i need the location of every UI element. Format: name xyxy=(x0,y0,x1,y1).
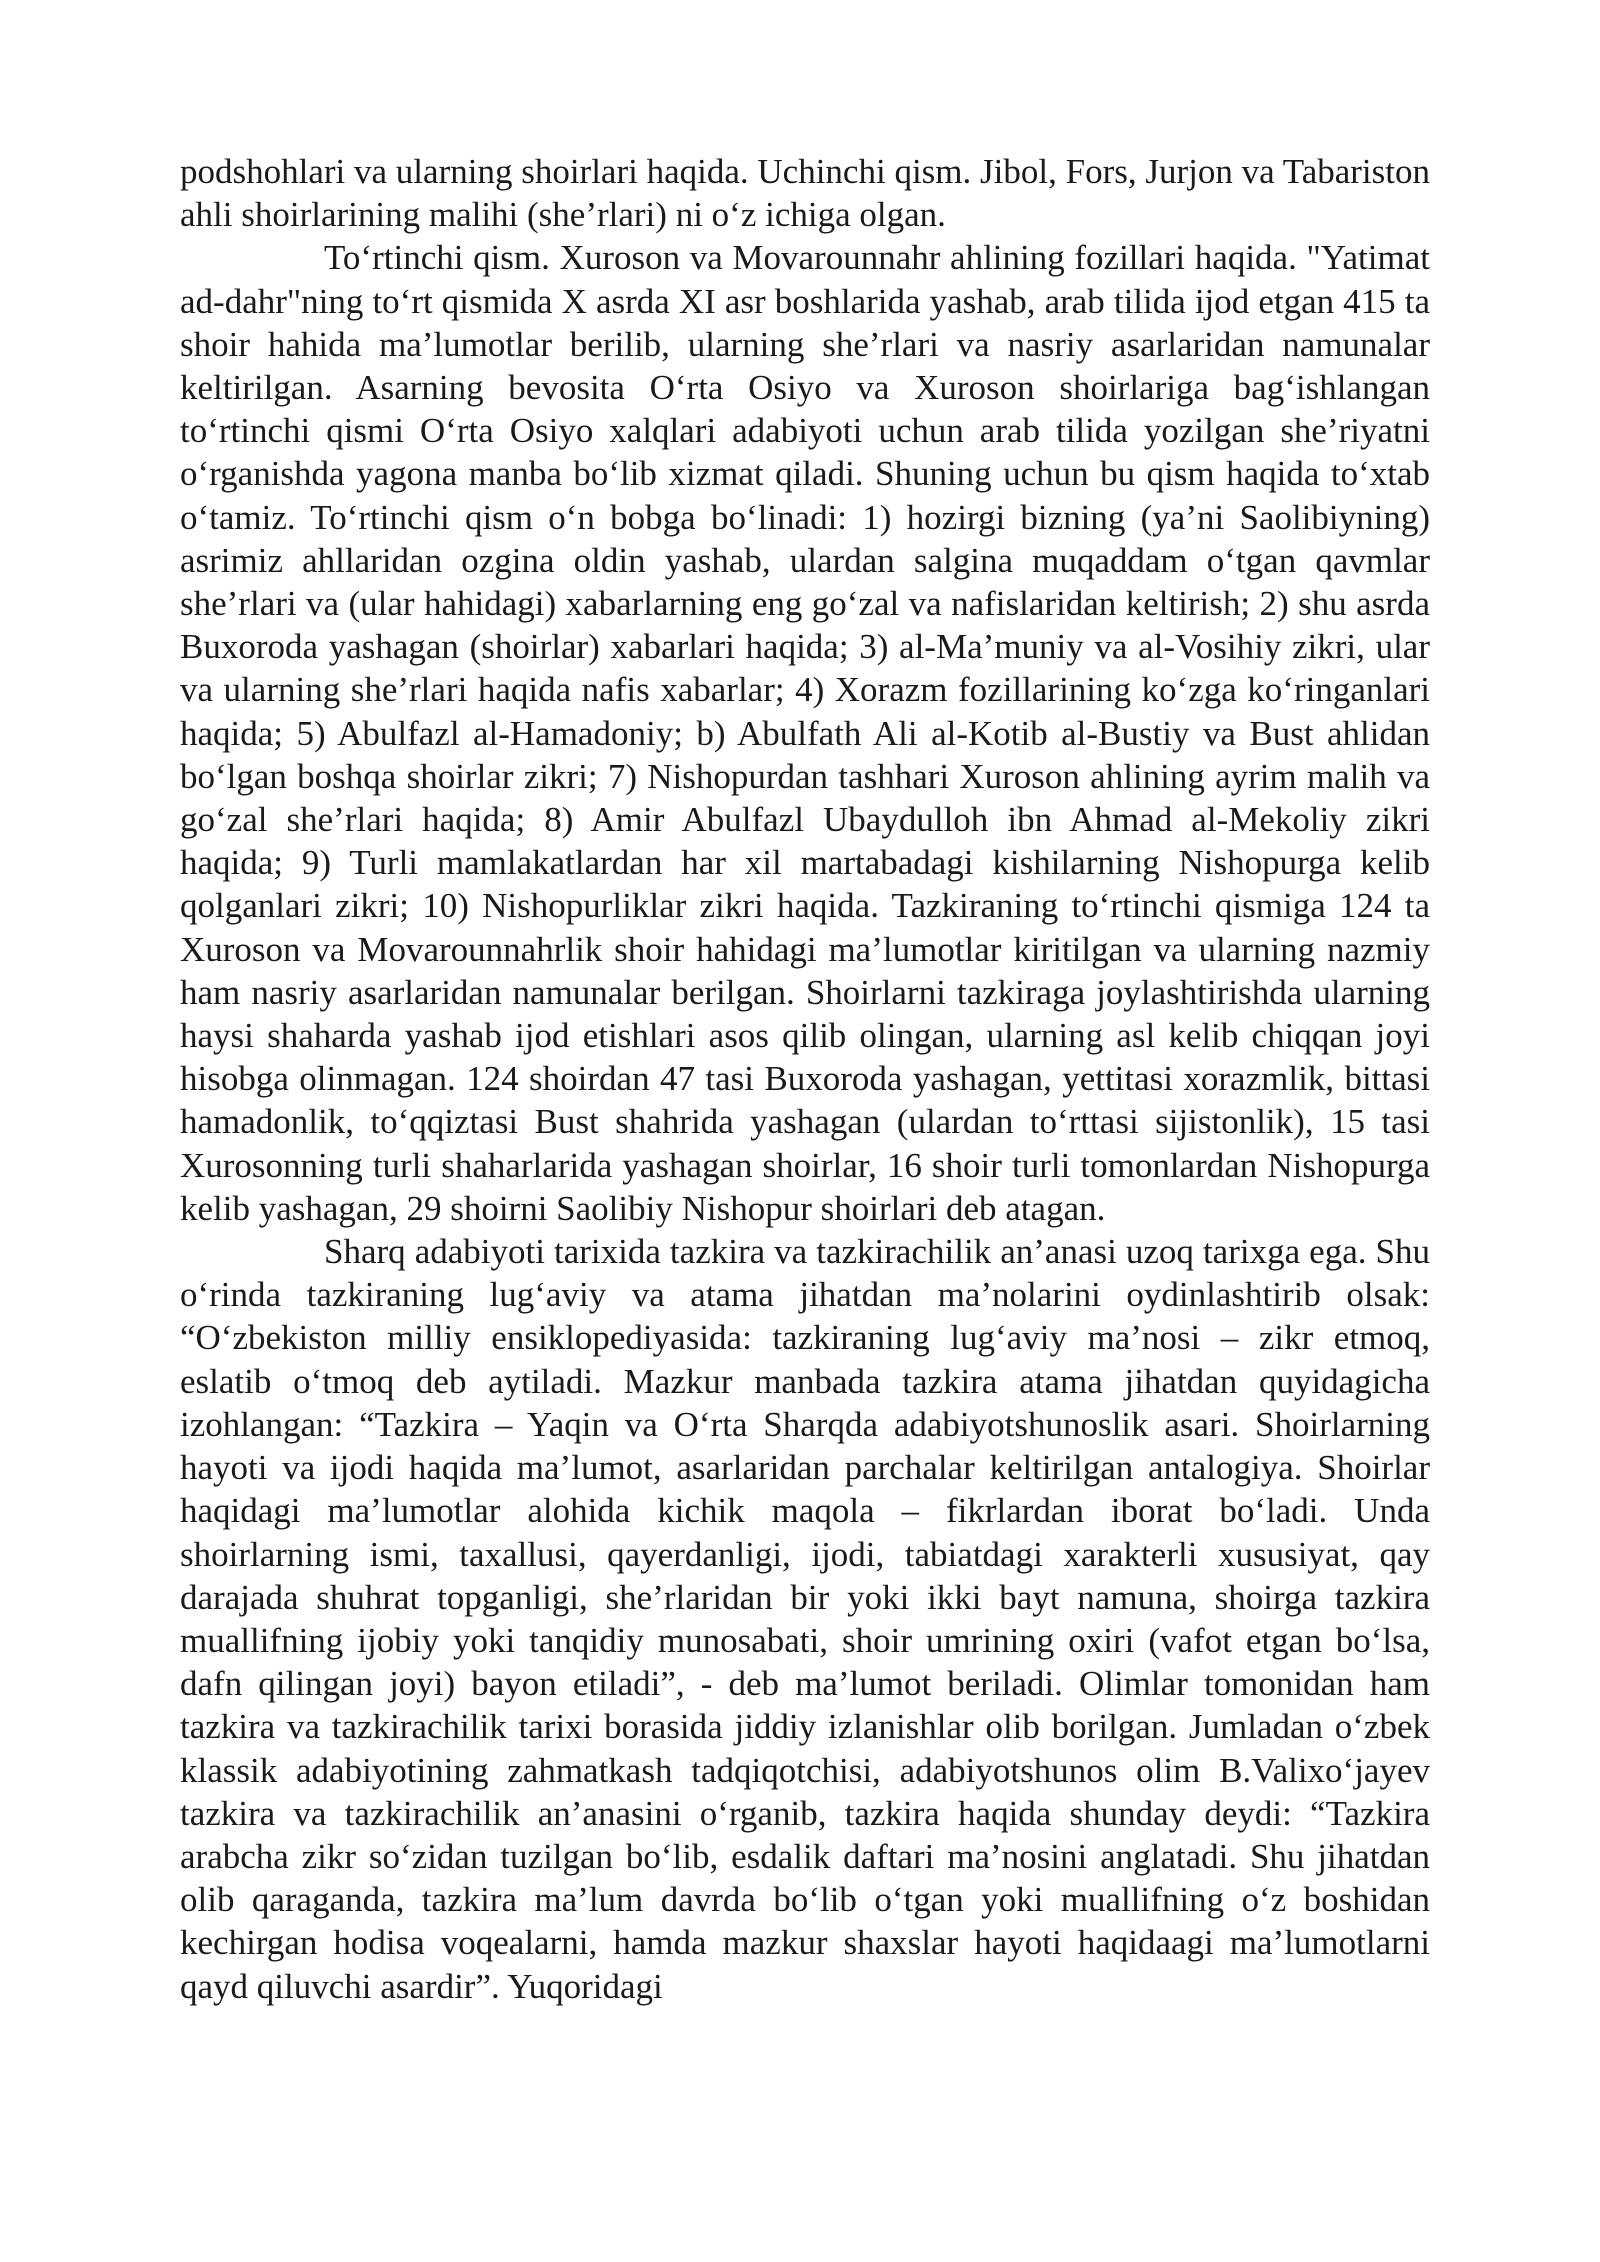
paragraph-tazkira-tradition: Sharq adabiyoti tarixida tazkira va tazkirachilik an’anasi uzoq tarixga ega. Shu o‘rinda tazkiraning lug‘aviy va atama jihatdan ma’nolarini oydinlashtirib olsak: “O‘zbekiston milliy ensiklopediyasida: tazkiraning lug‘aviy ma’nosi – zikr etmoq, eslatib o‘tmoq deb aytiladi. Mazkur manbada tazkira atama jihatdan quyidagicha izohlangan: “Tazkira – Yaqin va O‘rta Sharqda adabiyotshunoslik asari. Shoirlarning hayoti va ijodi haqida ma’lumot, asarlaridan parchalar keltirilgan antalogiya. Shoirlar haqidagi ma’lumotlar alohida kichik maqola – fikrlardan iborat bo‘ladi. Unda shoirlarning ismi, taxallusi, qayerdanligi, ijodi, tabiatdagi xarakterli xususiyat, qay darajada shuhrat topganligi, she’rlaridan bir yoki ikki bayt namuna, shoirga tazkira muallifning ijobiy yoki tanqidiy munosabati, shoir umrining oxiri (vafot etgan bo‘lsa, dafn qilingan joyi) bayon etiladi”, - deb ma’lumot beriladi. Olimlar tomonidan ham tazkira va tazkirachilik tarixi borasida jiddiy izlanishlar olib borilgan. Jumladan o‘zbek klassik adabiyotining zahmatkash tadqiqotchisi, adabiyotshunos olim B.Valixo‘jayev tazkira va tazkirachilik an’anasini o‘rganib, tazkira haqida shunday deydi: “Tazkira arabcha zikr so‘zidan tuzilgan bo‘lib, esdalik daftari ma’nosini anglatadi. Shu jihatdan olib qaraganda, tazkira ma’lum davrda bo‘lib o‘tgan yoki muallifning o‘z boshidan kechirgan hodisa voqealarni, hamda mazkur shaxslar hayoti haqidaagi ma’lumotlarni qayd qiluvchi asardir”. Yuqoridagi xyxy=(180,1232,1430,2006)
paragraph-continuation: podshohlari va ularning shoirlari haqida. Uchinchi qism. Jibol, Fors, Jurjon va Tabariston ahli shoirlarining malihi (she’rlari) ni o‘z ichiga olgan. xyxy=(180,152,1430,235)
document-page xyxy=(180,150,1430,2008)
paragraph-yatimat-ad-dahr: To‘rtinchi qism. Xuroson va Movarounnahr ahlining fozillari haqida. "Yatimat ad-dahr"ning to‘rt qismida X asrda XI asr boshlarida yashab, arab tilida ijod etgan 415 ta shoir hahida ma’lumotlar berilib, ularning she’rlari va nasriy asarlaridan namunalar keltirilgan. Asarning bevosita O‘rta Osiyo va Xuroson shoirlariga bag‘ishlangan to‘rtinchi qismi O‘rta Osiyo xalqlari adabiyoti uchun arab tilida yozilgan she’riyatni o‘rganishda yagona manba bo‘lib xizmat qiladi. Shuning uchun bu qism haqida to‘xtab o‘tamiz. To‘rtinchi qism o‘n bobga bo‘linadi: 1) hozirgi bizning (ya’ni Saolibiyning) asrimiz ahllaridan ozgina oldin yashab, ulardan salgina muqaddam o‘tgan qavmlar she’rlari va (ular hahidagi) xabarlarning eng go‘zal va nafislaridan keltirish; 2) shu asrda Buxoroda yashagan (shoirlar) xabarlari haqida; 3) al-Ma’muniy va al-Vosihiy zikri, ular va ularning she’rlari haqida nafis xabarlar; 4) Xorazm fozillarining ko‘zga ko‘ringanlari haqida; 5) Abulfazl al-Hamadoniy; b) Abulfath Ali al-Kotib al-Bustiy va Bust ahlidan bo‘lgan boshqa shoirlar zikri; 7) Nishopurdan tashhari Xuroson ahlining ayrim malih va go‘zal she’rlari haqida; 8) Amir Abulfazl Ubaydulloh ibn Ahmad al-Mekoliy zikri haqida; 9) Turli mamlakatlardan har xil martabadagi kishilarning Nishopurga kelib qolganlari zikri; 10) Nishopurliklar zikri haqida. Tazkiraning to‘rtinchi qismiga 124 ta Xuroson va Movarounnahrlik shoir hahidagi ma’lumotlar kiritilgan va ularning nazmiy ham nasriy asarlaridan namunalar berilgan. Shoirlarni tazkiraga joylashtirishda ularning haysi shaharda yashab ijod etishlari asos qilib olingan, ularning asl kelib chiqqan joyi hisobga olinmagan. 124 shoirdan 47 tasi Buxoroda yashagan, yettitasi xorazmlik, bittasi hamadonlik, to‘qqiztasi Bust shahrida yashagan (ulardan to‘rttasi sijistonlik), 15 tasi Xurosonning turli shaharlarida yashagan shoirlar, 16 shoir turli tomonlardan Nishopurga kelib yashagan, 29 shoirni Saolibiy Nishopur shoirlari deb atagan. xyxy=(180,238,1430,1228)
